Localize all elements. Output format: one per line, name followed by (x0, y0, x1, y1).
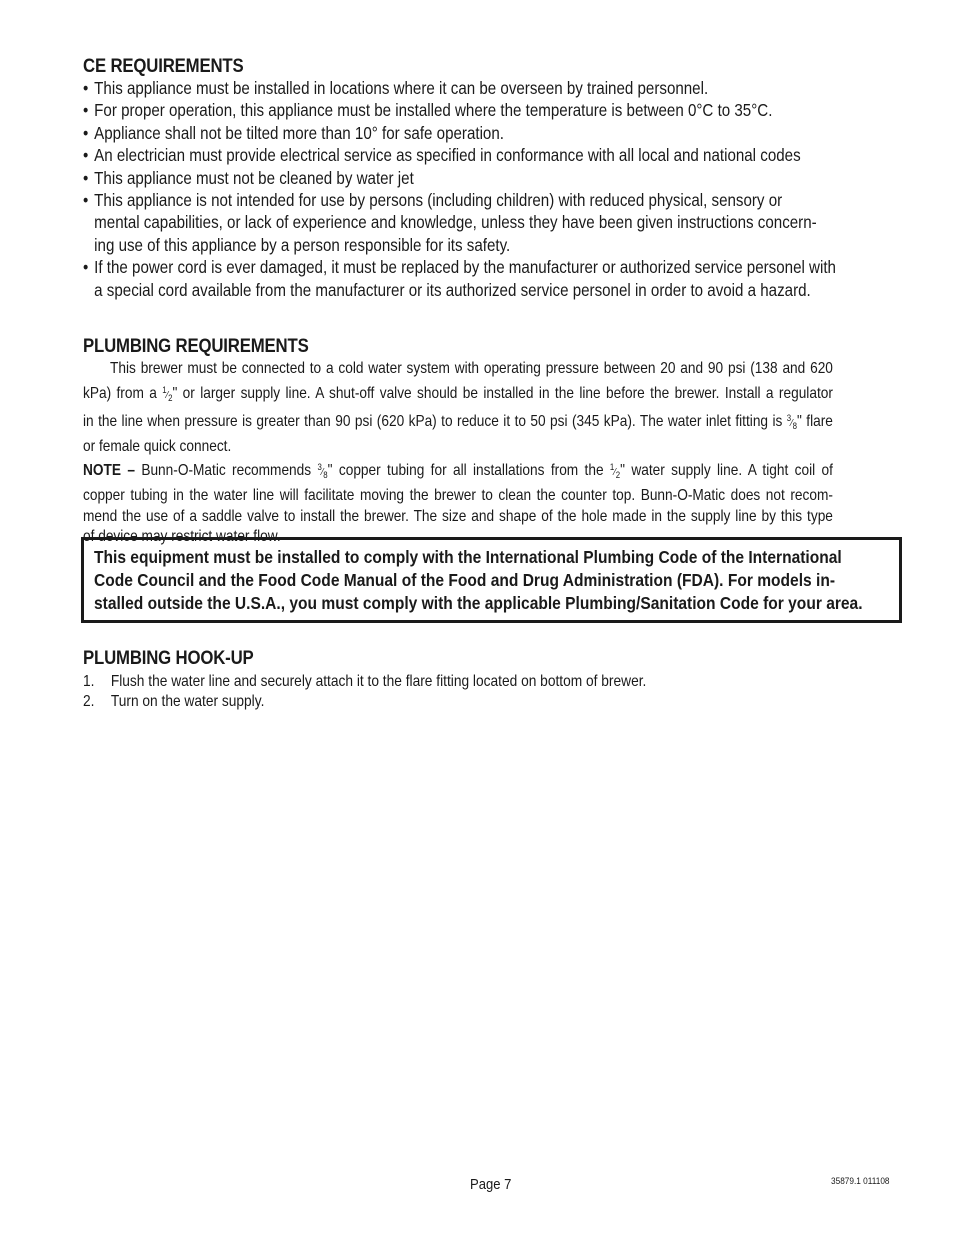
fraction-one-half: $^1⁄_2$ (609, 462, 621, 481)
plumbing-hookup-heading: PLUMBING HOOK-UP (83, 647, 254, 669)
paragraph-line: in the line when pressure is greater than 90 psi (620 kPa) to reduce it to 50 psi (345 kPa). The water inlet fitting is $^3⁄_8$" flare (83, 413, 833, 432)
plumbing-requirements-paragraph (83, 359, 833, 548)
paragraph-line: kPa) from a $^1⁄_2$" or larger supply line. A shut-off valve should be installed in the line before the brewer. Install a regulator (83, 384, 833, 403)
ce-bullet: • If the power cord is ever damaged, it must be replaced by the manufacturer or authorized service personel with a special cord available from the manufacturer or its authorized service personel in order to avoid a hazard. (83, 256, 909, 301)
document-code: 35879.1 011108 (831, 1176, 890, 1187)
ce-bullet: • This appliance must be installed in locations where it can be overseen by trained personnel. (83, 77, 909, 99)
note-line: NOTE – Bunn-O-Matic recommends $^3⁄_8$" copper tubing for all installations from the $^1⁄_2$" water supply line. A tight coil of (83, 462, 833, 481)
page-number: Page 7 (470, 1176, 512, 1193)
ce-bullet: • This appliance must not be cleaned by water jet (83, 167, 909, 189)
ce-bullet: • An electrician must provide electrical service as specified in conformance with all local and national codes (83, 144, 909, 166)
ce-requirements-heading: CE REQUIREMENTS (83, 55, 244, 77)
note-line: copper tubing in the water line will facilitate moving the brewer to clean the counter top. Bunn-O-Matic does not recom- (83, 486, 833, 504)
fraction-three-eighths: $^3⁄_8$ (786, 413, 798, 432)
paragraph-line: or female quick connect. (83, 437, 232, 455)
hookup-steps-list (83, 672, 646, 712)
ce-bullet: • This appliance is not intended for use by persons (including children) with reduced physical, sensory or mental capabilities, or lack of experience and knowledge, unless they have been given instructions concern- ing use of this appliance by a person responsible for its safety. (83, 189, 909, 256)
list-item: 2. Turn on the water supply. (83, 693, 265, 710)
code-compliance-notice (81, 537, 902, 623)
fraction-one-half: $^1⁄_2$ (162, 384, 173, 403)
notice-line: stalled outside the U.S.A., you must comply with the applicable Plumbing/Sanitation Code for your area. (94, 593, 863, 613)
note-label: NOTE – (83, 462, 135, 480)
notice-line: Code Council and the Food Code Manual of the Food and Drug Administration (FDA). For models in- (94, 570, 836, 590)
note-line: of device may restrict water flow. (83, 528, 281, 546)
list-item: 1. Flush the water line and securely attach it to the flare fitting located on bottom of brewer. (83, 673, 647, 690)
ce-bullet: • For proper operation, this appliance must be installed where the temperature is between 0°C to 35°C. (83, 99, 909, 121)
paragraph-line: This brewer must be connected to a cold water system with operating pressure between 20 and 90 psi (138 and 620 (110, 360, 833, 377)
notice-line: This equipment must be installed to comply with the International Plumbing Code of the International (94, 547, 842, 567)
fraction-three-eighths: $^3⁄_8$ (317, 462, 328, 481)
plumbing-requirements-heading: PLUMBING REQUIREMENTS (83, 335, 309, 357)
ce-requirements-list (83, 77, 909, 301)
ce-bullet: • Appliance shall not be tilted more than 10° for safe operation. (83, 122, 909, 144)
note-line: mend the use of a saddle valve to install the brewer. The size and shape of the hole made in the supply line by this type (83, 507, 833, 525)
